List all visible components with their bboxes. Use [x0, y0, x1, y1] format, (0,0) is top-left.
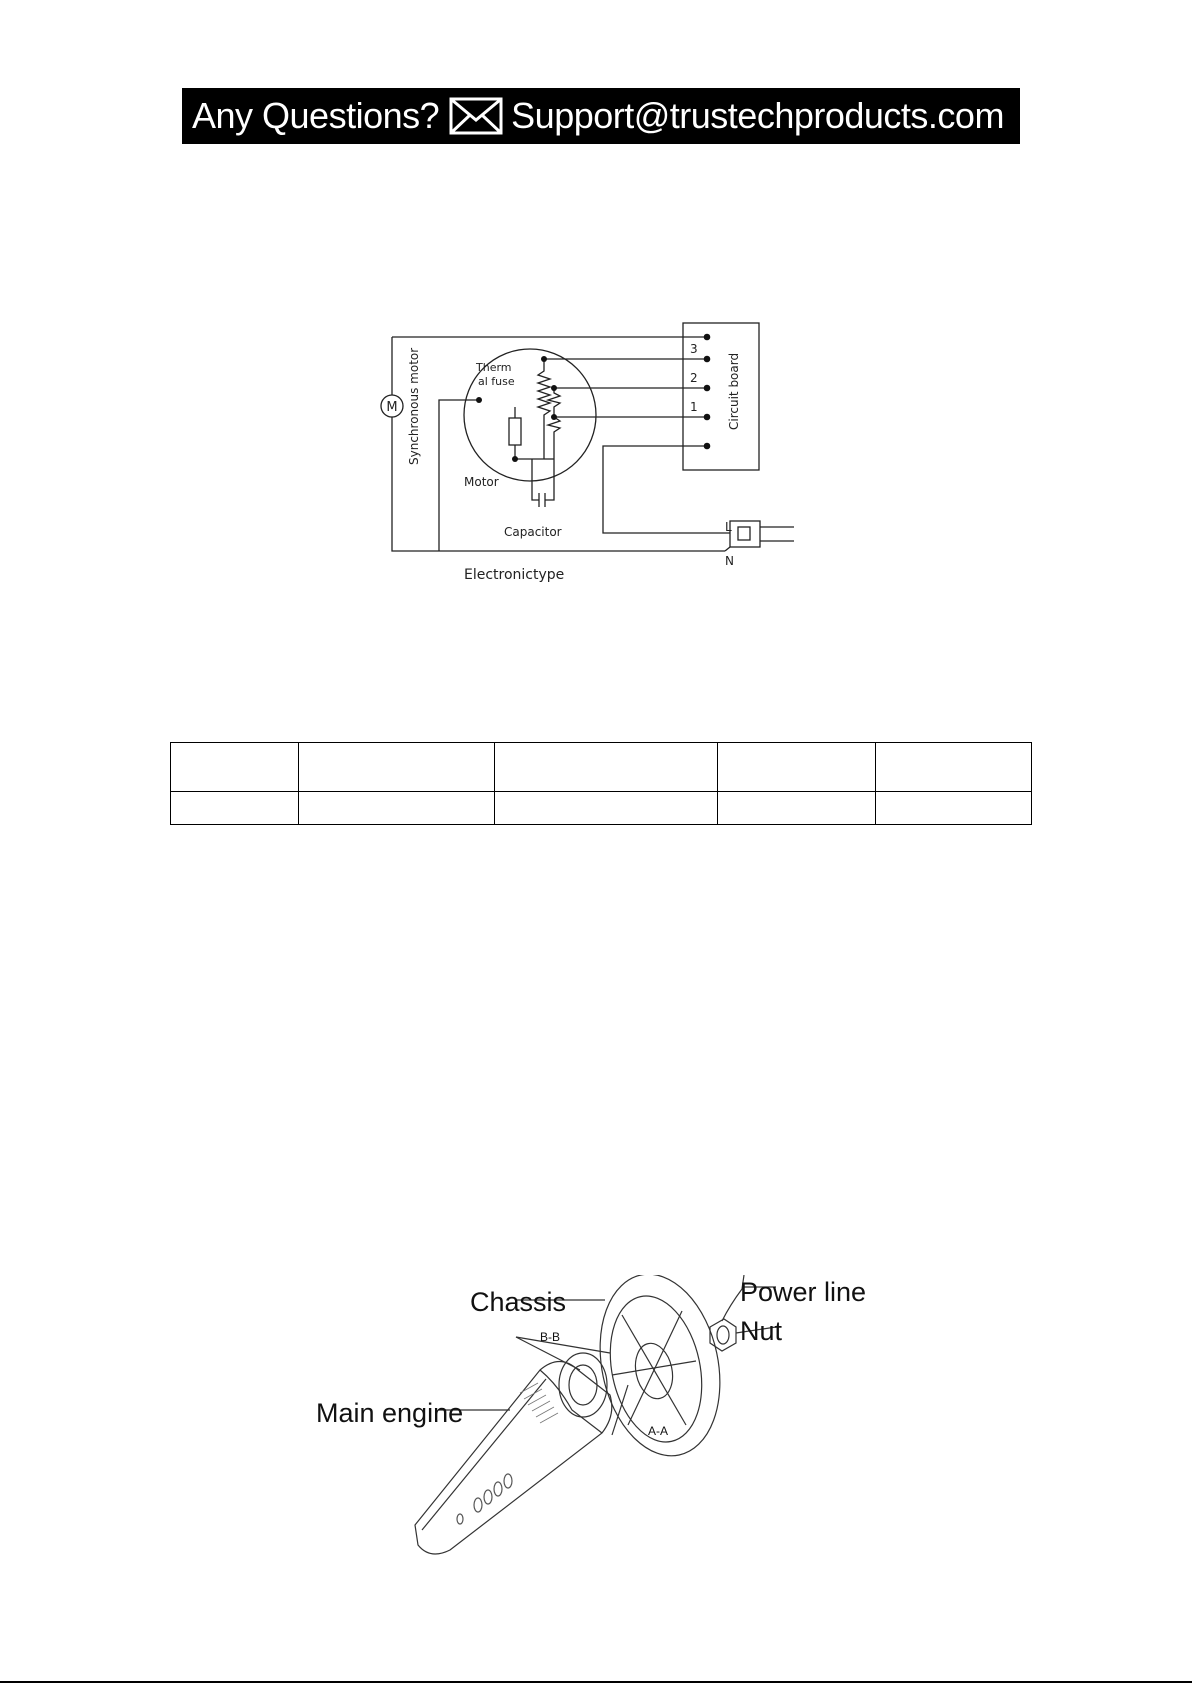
section-bb-label: B-B — [540, 1330, 561, 1344]
power-line-label: Power line — [740, 1277, 867, 1307]
envelope-icon — [449, 96, 503, 136]
nut-label: Nut — [740, 1316, 783, 1346]
table-cell — [299, 792, 495, 825]
support-email[interactable]: Support@trustechproducts.com — [511, 95, 1004, 136]
footer-rule — [0, 1681, 1192, 1683]
table-cell — [495, 792, 717, 825]
plug-l-label: L — [725, 520, 732, 534]
terminal-1-label: 1 — [690, 400, 698, 414]
plug-n-label: N — [725, 554, 734, 568]
table-cell — [299, 743, 495, 792]
table-cell — [875, 743, 1031, 792]
table-cell — [495, 743, 717, 792]
diagram-caption: Electronictype — [464, 567, 565, 583]
motor-label: Motor — [464, 475, 499, 489]
banner-question: Any Questions? — [192, 95, 440, 136]
main-engine-label: Main engine — [316, 1398, 464, 1428]
table-cell — [875, 792, 1031, 825]
thermal-fuse-label-line1: Therm — [476, 361, 512, 374]
table-cell — [171, 792, 299, 825]
table-cell — [171, 743, 299, 792]
table-cell — [717, 792, 875, 825]
table-cell — [717, 743, 875, 792]
spec-table — [170, 742, 1032, 825]
synchronous-motor-label: Synchronous motor — [407, 347, 421, 465]
table-header-row — [171, 743, 1032, 792]
chassis-label: Chassis — [470, 1287, 567, 1317]
motor-symbol-m: M — [386, 400, 398, 415]
circuit-board-label: Circuit board — [727, 352, 741, 430]
thermal-fuse-label-line2: al fuse — [478, 375, 515, 388]
capacitor-label: Capacitor — [504, 525, 562, 539]
support-banner — [182, 88, 1020, 144]
terminal-2-label: 2 — [690, 371, 698, 385]
table-row — [171, 792, 1032, 825]
terminal-3-label: 3 — [690, 342, 698, 356]
section-aa-label: A-A — [648, 1424, 669, 1438]
assembly-diagram — [310, 1275, 910, 1555]
wiring-diagram — [380, 315, 820, 595]
